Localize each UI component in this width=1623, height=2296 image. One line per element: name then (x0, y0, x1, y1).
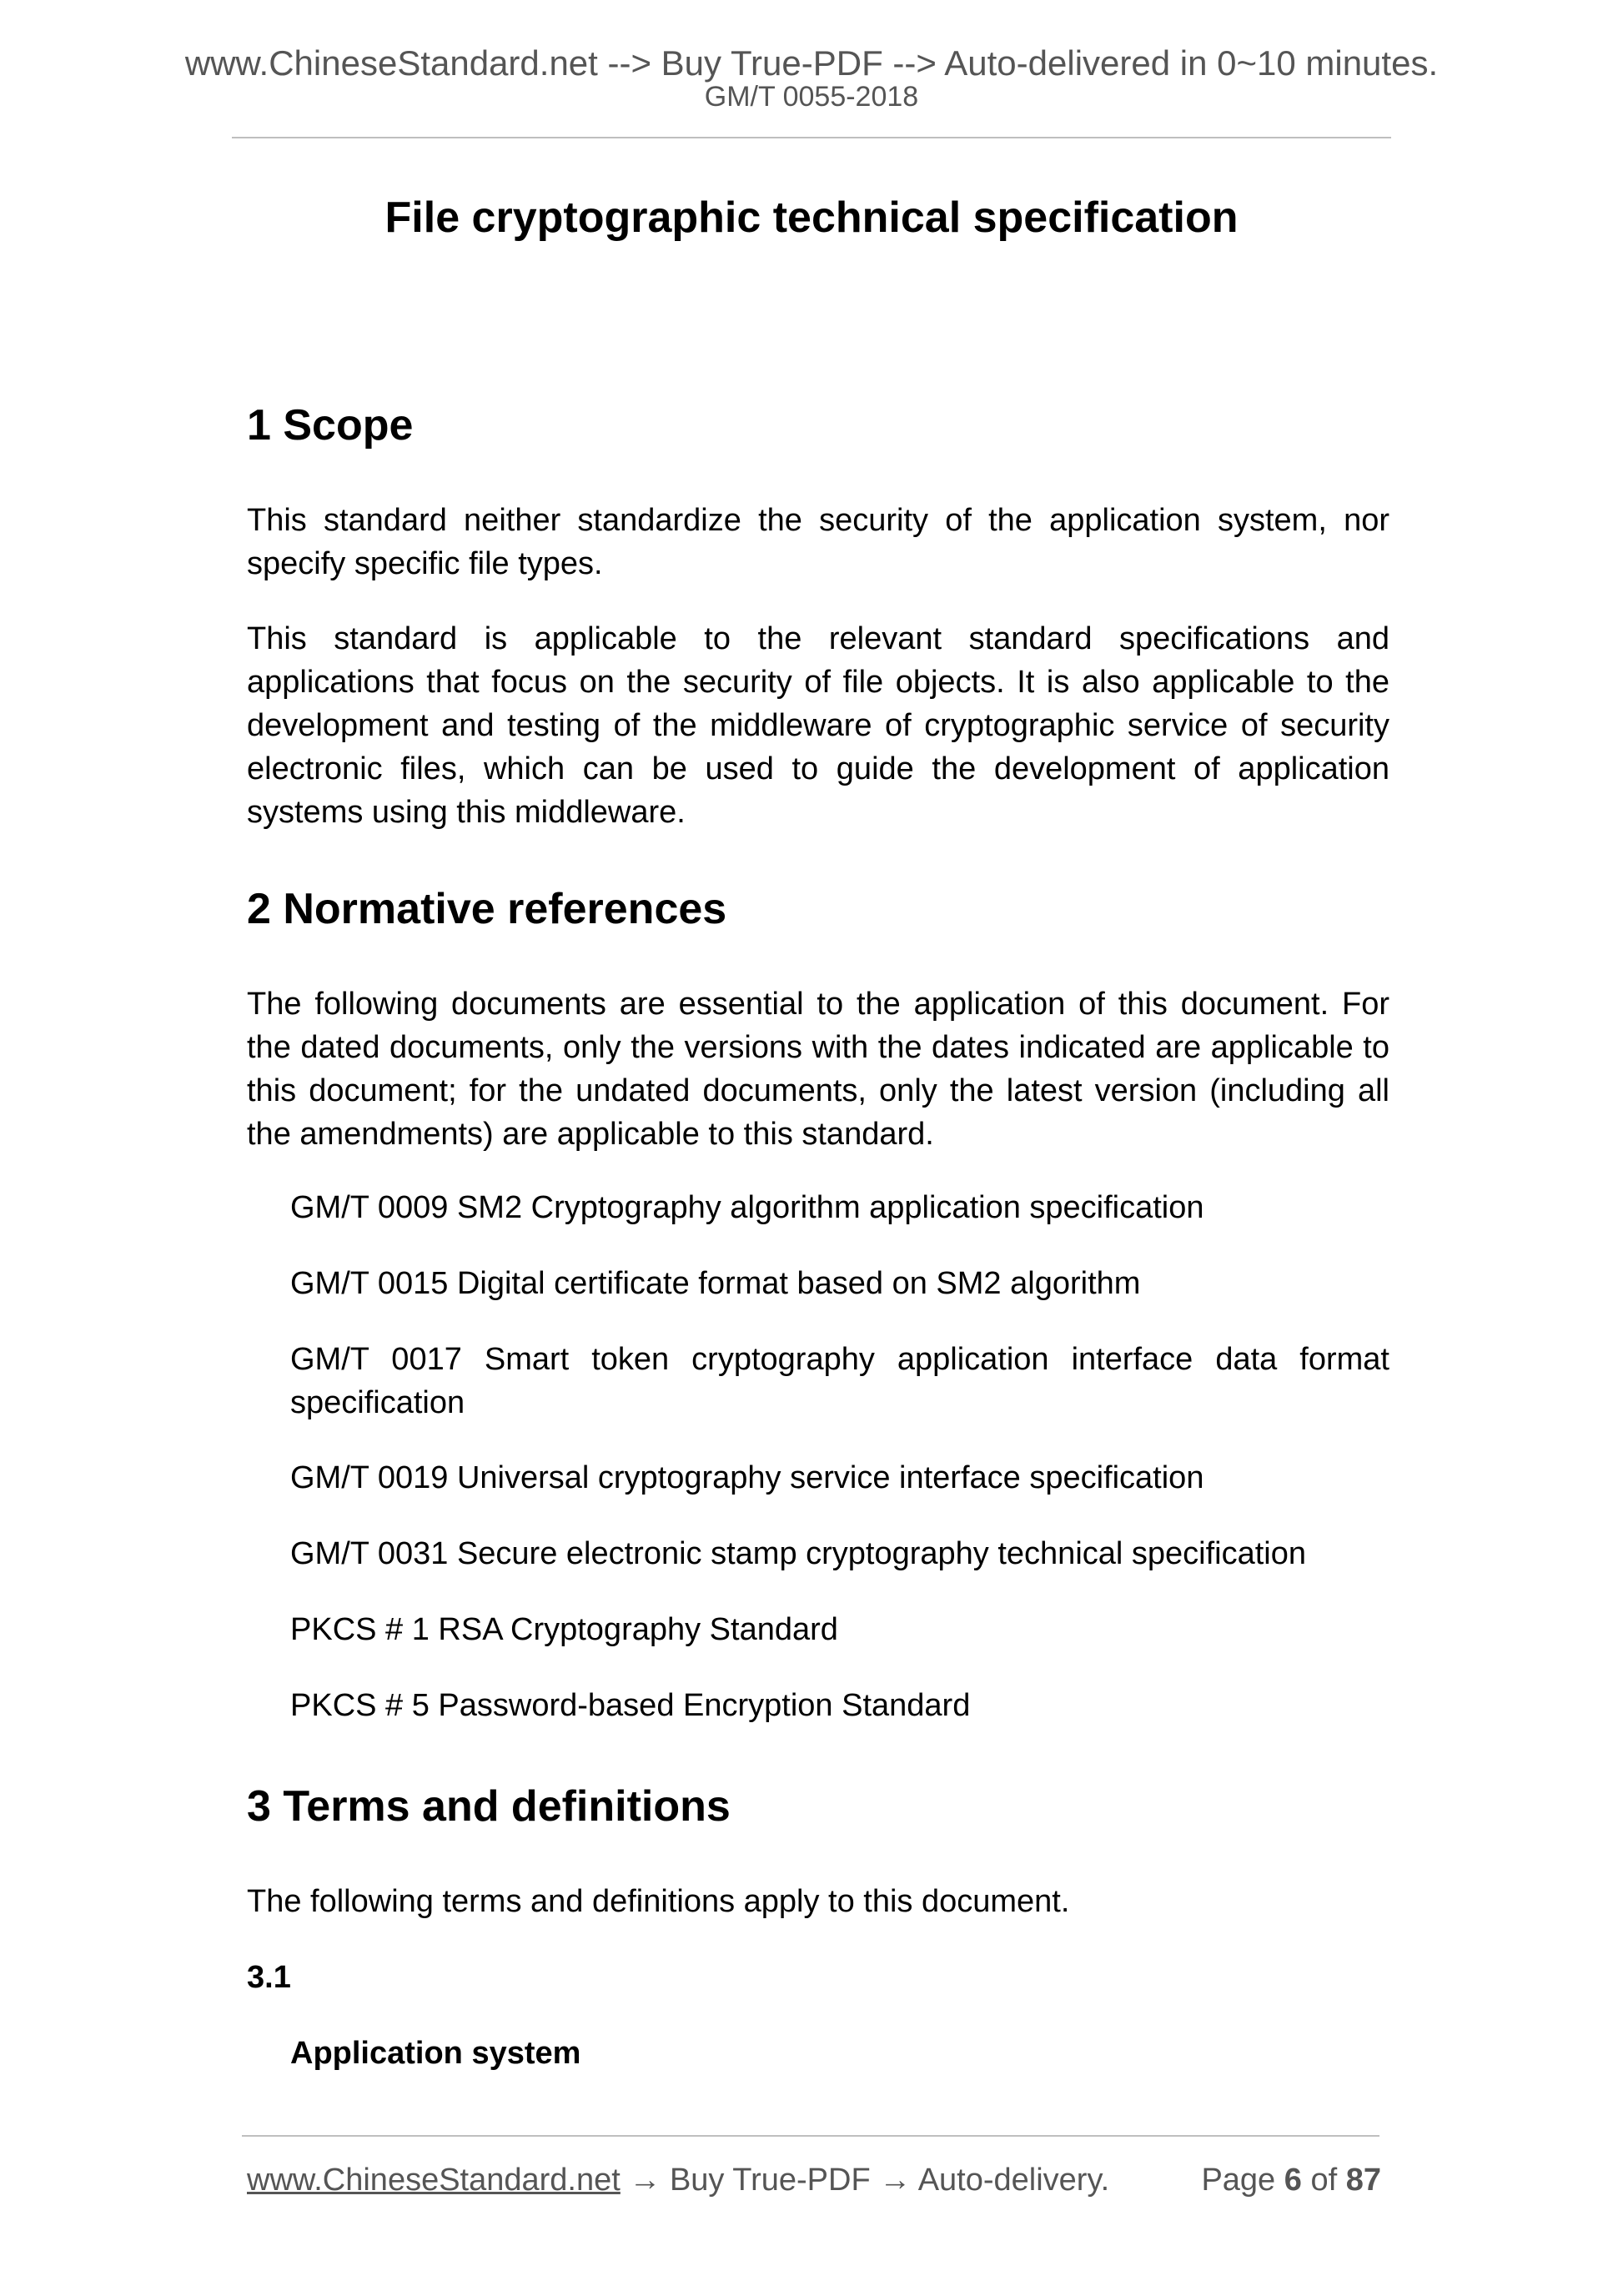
footer-divider (242, 2135, 1379, 2137)
scope-paragraph-1: This standard neither standardize the security of the application system, nor specify specific file types. (247, 503, 1389, 581)
reference-item-block (247, 1532, 1389, 1575)
section-heading-normative-references: 2 Normative references (247, 885, 727, 933)
page-label: Page (1201, 2163, 1276, 2198)
term-name: Application system (290, 2036, 581, 2071)
page-indicator (1201, 2157, 1381, 2203)
reference-item-block (247, 1608, 1389, 1651)
term-number: 3.1 (247, 1960, 291, 1995)
reference-item-block (247, 1186, 1389, 1229)
reference-item-block (247, 1456, 1389, 1500)
term-name-block (247, 2032, 1389, 2075)
footer-delivery-text: → Buy True-PDF → Auto-delivery. (620, 2163, 1110, 2198)
references-intro-block (247, 982, 1389, 1156)
reference-item: PKCS # 5 Password-based Encryption Standard (290, 1688, 971, 1723)
reference-item: GM/T 0019 Universal cryptography service interface specification (290, 1460, 1204, 1495)
page-footer (247, 2157, 1381, 2203)
scope-paragraph-1-block (247, 499, 1389, 585)
header-divider (232, 137, 1391, 138)
reference-item: GM/T 0031 Secure electronic stamp cryptography technical specification (290, 1536, 1307, 1571)
reference-item: GM/T 0017 Smart token cryptography application interface data format specification (290, 1342, 1389, 1420)
reference-item-block (247, 1684, 1389, 1727)
footer-left (247, 2157, 1109, 2203)
reference-item: PKCS # 1 RSA Cryptography Standard (290, 1612, 838, 1647)
scope-paragraph-2: This standard is applicable to the relevant standard specifications and applications that focus on the security of file objects. It is also applicable to the development and testing of the middleware of cryptographic service of security electronic files, which can be used to guide the development of application systems using this middleware. (247, 621, 1389, 830)
terms-intro-block (247, 1880, 1389, 1923)
section-normative-references (247, 882, 1389, 936)
footer-site-link[interactable]: www.ChineseStandard.net (247, 2163, 621, 2198)
header-banner: www.ChineseStandard.net --> Buy True-PDF --> Auto-delivered in 0~10 minutes. (184, 43, 1439, 83)
reference-item: GM/T 0015 Digital certificate format based on SM2 algorithm (290, 1266, 1141, 1301)
section-heading-scope: 1 Scope (247, 401, 414, 450)
section-terms (247, 1780, 1389, 1833)
reference-item-block (247, 1338, 1389, 1424)
standard-code: GM/T 0055-2018 (704, 81, 919, 113)
reference-item: GM/T 0009 SM2 Cryptography algorithm application specification (290, 1190, 1204, 1225)
term-number-block (247, 1956, 1389, 1999)
reference-item-block (247, 1262, 1389, 1305)
page-total: 87 (1345, 2163, 1381, 2198)
of-label: of (1310, 2163, 1338, 2198)
references-intro: The following documents are essential to the application of this document. For the dated documents, only the versions with the dates indicated are applicable to this document; for the undated documents, only the latest version (including all the amendments) are applicable to this standard. (247, 987, 1389, 1152)
section-heading-terms: 3 Terms and definitions (247, 1782, 731, 1831)
scope-paragraph-2-block (247, 617, 1389, 834)
section-scope (247, 399, 1389, 452)
page-number: 6 (1284, 2163, 1302, 2198)
terms-intro: The following terms and definitions apply to this document. (247, 1884, 1070, 1919)
document-title: File cryptographic technical specification (384, 193, 1239, 242)
